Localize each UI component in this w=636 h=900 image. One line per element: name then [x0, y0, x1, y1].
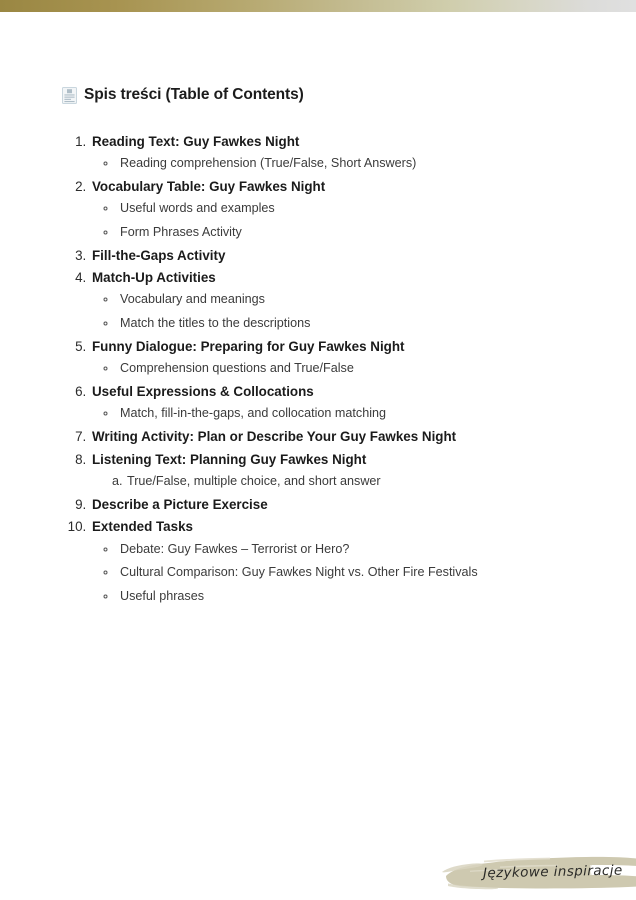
toc-subitem[interactable]: ◦ Useful phrases: [117, 589, 572, 605]
toc-item-label: Funny Dialogue: Preparing for Guy Fawkes Night: [92, 338, 405, 354]
toc-item[interactable]: [90, 340, 572, 377]
toc-item-label: Writing Activity: Plan or Describe Your Guy Fawkes Night: [92, 429, 457, 445]
toc-subitem[interactable]: ◦ Vocabulary and meanings: [117, 292, 572, 308]
toc-subitem[interactable]: ◦ Cultural Comparison: Guy Fawkes Night vs. Other Fire Festivals: [117, 565, 572, 581]
toc-subitem[interactable]: ◦ Form Phrases Activity: [117, 225, 572, 241]
toc-subitem[interactable]: ◦ Reading comprehension (True/False, Short Answers): [117, 156, 572, 172]
toc-sublist: [92, 156, 572, 172]
document-content: [62, 86, 572, 613]
toc-item[interactable]: [90, 135, 572, 172]
toc-item[interactable]: [90, 385, 572, 422]
toc-item[interactable]: [90, 249, 572, 262]
page-title-text: Spis treści (Table of Contents): [84, 86, 304, 103]
toc-item[interactable]: [90, 271, 572, 332]
watermark-label: Językowe inspiracje: [482, 862, 623, 882]
toc-sublist: [92, 406, 572, 422]
toc-item-label: Fill-the-Gaps Activity: [92, 247, 226, 263]
toc-item[interactable]: [90, 520, 572, 605]
top-accent-bar: [0, 0, 636, 12]
page-title: [62, 86, 572, 105]
toc-sublist: [92, 201, 572, 240]
toc-subitem[interactable]: ◦ Comprehension questions and True/False: [117, 361, 572, 377]
toc-item-label: Extended Tasks: [92, 519, 193, 535]
toc-sublist: [92, 542, 572, 605]
toc-subitem[interactable]: ◦ Match, fill-in-the-gaps, and collocation matching: [117, 406, 572, 422]
brand-watermark: [440, 846, 636, 896]
toc-subitem[interactable]: ◦ Useful words and examples: [117, 201, 572, 217]
toc-sublist-alpha: [92, 474, 572, 490]
toc-item[interactable]: [90, 430, 572, 443]
toc-item-label: Listening Text: Planning Guy Fawkes Night: [92, 451, 367, 467]
document-page-icon: [62, 87, 77, 104]
toc-item[interactable]: [90, 498, 572, 511]
toc-item[interactable]: [90, 180, 572, 241]
toc-subitem[interactable]: ◦ Debate: Guy Fawkes – Terrorist or Hero?: [117, 542, 572, 558]
toc-subitem[interactable]: ◦ Match the titles to the descriptions: [117, 316, 572, 332]
toc-sublist: [92, 361, 572, 377]
toc-item-label: Reading Text: Guy Fawkes Night: [92, 133, 300, 149]
toc-subitem[interactable]: a. True/False, multiple choice, and short answer: [126, 474, 572, 490]
toc-item-label: Match-Up Activities: [92, 270, 216, 286]
toc-item-label: Describe a Picture Exercise: [92, 496, 268, 512]
toc-sublist: [92, 292, 572, 331]
table-of-contents-list: [62, 135, 572, 605]
toc-item-label: Useful Expressions & Collocations: [92, 384, 314, 400]
toc-item-label: Vocabulary Table: Guy Fawkes Night: [92, 178, 326, 194]
toc-item[interactable]: [90, 453, 572, 490]
